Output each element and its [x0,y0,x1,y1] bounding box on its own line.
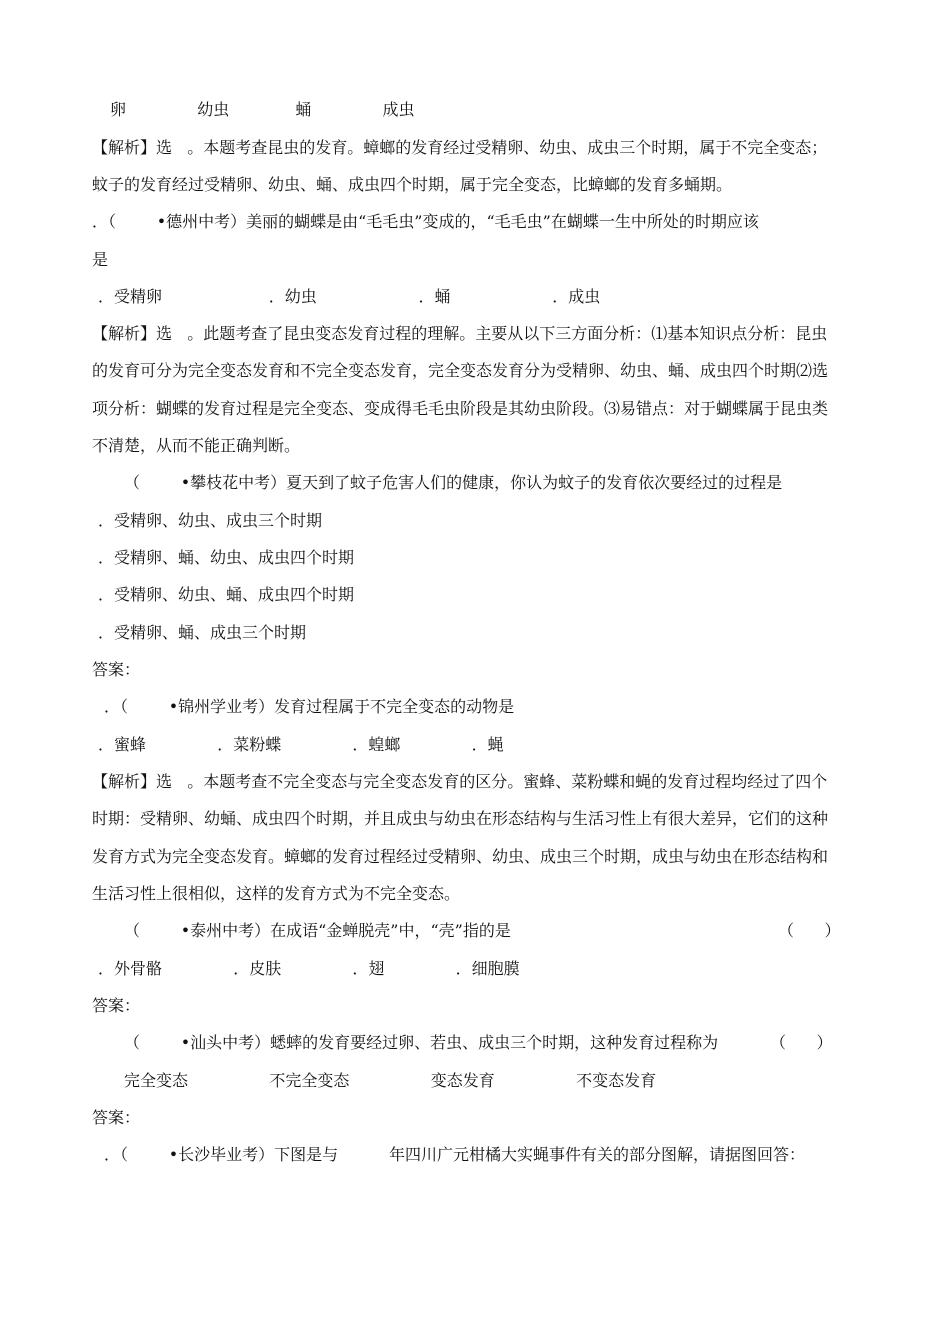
analysis-text: 生活习性上很相似，这样的发育方式为不完全变态。 [92,884,461,903]
options-line: ．蜜蜂 ．菜粉蝶 ．蝗螂 ．蝇 [98,735,504,754]
option-item: ．受精卵、蛹、幼虫、成虫四个时期 [98,548,355,567]
analysis-text: 【解析】选 。本题考查不完全变态与完全变态发育的区分。蜜蜂、菜粉蝶和蝇的发育过程均经过了四个 [92,772,828,791]
analysis-text: 不清楚，从而不能正确判断。 [92,436,301,455]
analysis-text: 【解析】选 。此题考查了昆虫变态发育过程的理解。主要从以下三方面分析：⑴基本知识点分析：昆虫 [92,324,828,343]
answer-bracket: （ ） [778,921,841,940]
analysis-text: 【解析】选 。本题考查昆虫的发育。蟑螂的发育经过受精卵、幼虫、成虫三个时期，属于不完全变态； [92,138,828,157]
analysis-text: 时期：受精卵、幼蛹、成虫四个时期，并且成虫与幼虫在形态结构与生活习性上有很大差异，它们的这种 [92,809,829,828]
option-item: ．受精卵、幼虫、蛹、成虫四个时期 [98,585,355,604]
options-line: 完全变态 不完全变态 变态发育 不变态发育 [124,1071,657,1090]
question-text: （ •攀枝花中考）夏天到了蚊子危害人们的健康，你认为蚊子的发育依次要经过的过程是 [124,473,783,492]
question-text: 是 [92,250,109,269]
question-text: ．（ •德州中考）美丽的蝴蝶是由“毛毛虫”变成的，“毛毛虫”在蝴蝶一生中所处的时期应该 [92,212,759,231]
option-item: ．受精卵、蛹、成虫三个时期 [98,623,307,642]
answer-label: 答案： [92,996,141,1015]
options-line-stages: 卵 幼虫 蛹 成虫 [110,100,415,119]
analysis-text: 蚊子的发育经过受精卵、幼虫、蛹、成虫四个时期，属于完全变态，比蟑螂的发育多蛹期。 [92,175,733,194]
option-item: ．受精卵、幼虫、成虫三个时期 [98,511,323,530]
options-line: ．受精卵 ．幼虫 ．蛹 ．成虫 [98,287,601,306]
question-text: （ •泰州中考）在成语“金蝉脱壳”中，“壳”指的是 [124,921,511,940]
answer-bracket: （ ） [770,1033,833,1052]
question-text: ．（ •长沙毕业考）下图是与 年四川广元柑橘大实蝇事件有关的部分图解，请据图回答： [104,1145,805,1164]
question-text: （ •汕头中考）蟋蟀的发育要经过卵、若虫、成虫三个时期，这种发育过程称为 [124,1033,719,1052]
analysis-text: 的发育可分为完全变态发育和不完全变态发育，完全变态发育分为受精卵、幼虫、蛹、成虫四个时期⑵选 [92,361,829,380]
answer-label: 答案： [92,660,141,679]
question-text: ．（ •锦州学业考）发育过程属于不完全变态的动物是 [104,697,515,716]
analysis-text: 项分析：蝴蝶的发育过程是完全变态、变成得毛毛虫阶段是其幼虫阶段。⑶易错点：对于蝴蝶属于昆虫类 [92,399,829,418]
analysis-text: 发育方式为完全变态发育。蟑螂的发育过程经过受精卵、幼虫、成虫三个时期，成虫与幼虫在形态结构和 [92,847,829,866]
options-line: ．外骨骼 ．皮肤 ．翅 ．细胞膜 [98,959,520,978]
answer-label: 答案： [92,1108,141,1127]
